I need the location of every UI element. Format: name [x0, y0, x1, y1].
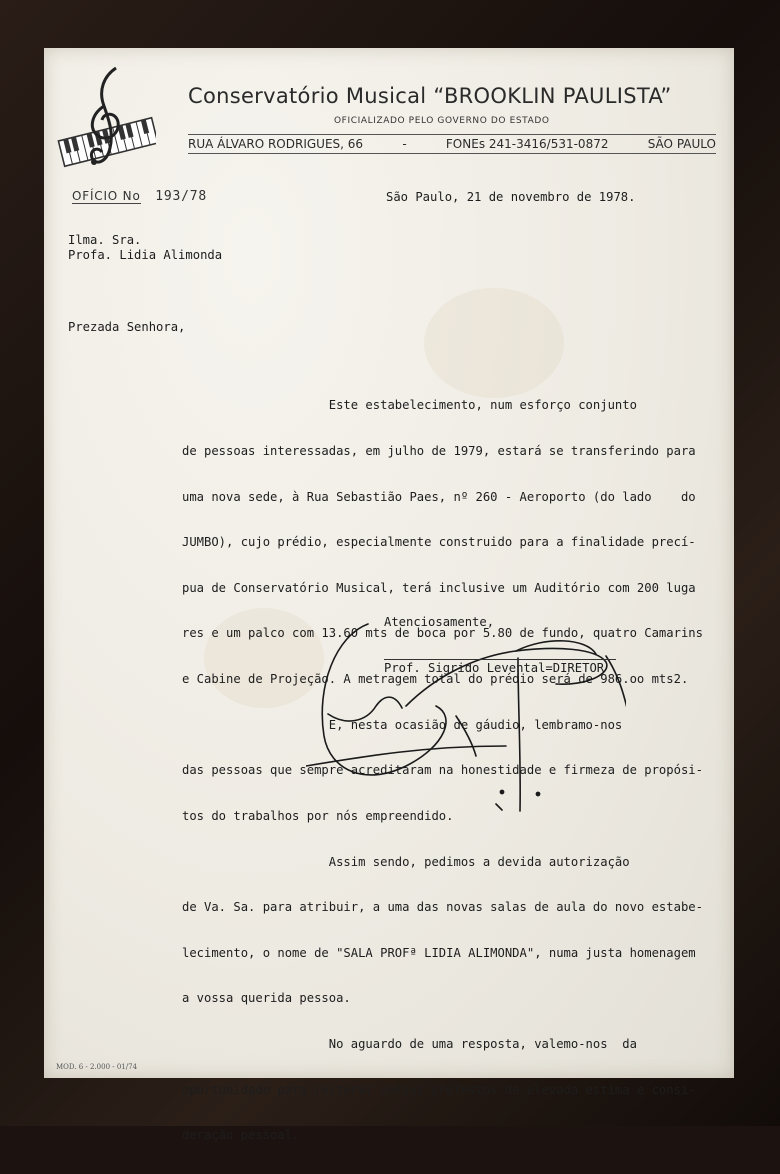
body-line: e Cabine de Projeção. A metragem total do prédio será de 986.oo mts2.: [182, 672, 689, 687]
letterhead-address-line: [188, 134, 716, 154]
signatory-name: Prof. Sigrido Levental=DIRETOR: [384, 659, 616, 676]
letterhead-dash: -: [402, 137, 407, 151]
letterhead-city: SÃO PAULO: [647, 137, 716, 151]
body-line: pua de Conservatório Musical, terá inclusive um Auditório com 200 luga: [182, 580, 696, 595]
handwritten-signature: [306, 596, 626, 826]
body-line: res e um palco com 13.60 mts de boca por 5.80 de fundo, quatro Camarins: [182, 626, 703, 641]
reference-line: [72, 189, 207, 204]
body-line: de pessoas interessadas, em julho de 1979, estará se transferindo para: [182, 444, 696, 459]
letterhead-subtitle: OFICIALIZADO PELO GOVERNO DO ESTADO: [334, 116, 550, 126]
body-line: deração pessoal.: [182, 1128, 300, 1143]
letterhead-phones: FONEs 241-3416/531-0872: [445, 137, 609, 151]
body-line: uma nova sede, à Rua Sebastião Paes, nº 260 - Aeroporto (do lado do: [182, 489, 696, 504]
letter-paper: [44, 48, 734, 1143]
recipient-title: Ilma. Sra.: [68, 233, 142, 247]
body-line: No aguardo de uma resposta, valemo-nos da: [182, 1036, 637, 1051]
date-line: São Paulo, 21 de novembro de 1978.: [386, 190, 636, 204]
body-line: Assim sendo, pedimos a devida autorização: [182, 854, 630, 869]
letterhead-street: RUA ÁLVARO RODRIGUES, 66: [188, 137, 364, 151]
letterhead-title: Conservatório Musical “BROOKLIN PAULISTA”: [188, 84, 672, 108]
body-line: a vossa querida pessoa.: [182, 991, 351, 1006]
salutation: Prezada Senhora,: [68, 320, 186, 334]
body-line: das pessoas que sempre acreditaram na honestidade e firmeza de propósi-: [182, 763, 703, 778]
recipient-name: Profa. Lidia Alimonda: [68, 248, 223, 263]
body-line: Este estabelecimento, num esforço conjunto: [182, 398, 637, 413]
reference-label: OFÍCIO No: [72, 189, 141, 203]
form-code: MOD. 6 - 2.000 - 01/74: [56, 1063, 138, 1071]
body-line: lecimento, o nome de "SALA PROFª LIDIA ALIMONDA", numa justa homenagem: [182, 945, 696, 960]
reference-number: 193/78: [155, 189, 207, 204]
treble-clef-keyboard-logo: [54, 62, 156, 178]
body-line: E, nesta ocasião de gáudio, lembramo-nos: [182, 717, 623, 732]
body-line: JUMBO), cujo prédio, especialmente construido para a finalidade precí-: [182, 535, 696, 550]
body-line: de Va. Sa. para atribuir, a uma das novas salas de aula do novo estabe-: [182, 900, 703, 915]
body-line: oportunidade para reiterar nossos protestos de elevada estima e consi-: [182, 1082, 696, 1097]
closing: Atenciosamente,: [384, 615, 495, 629]
recipient-block: [68, 233, 222, 263]
body-line: tos do trabalhos por nós empreendido.: [182, 808, 454, 823]
